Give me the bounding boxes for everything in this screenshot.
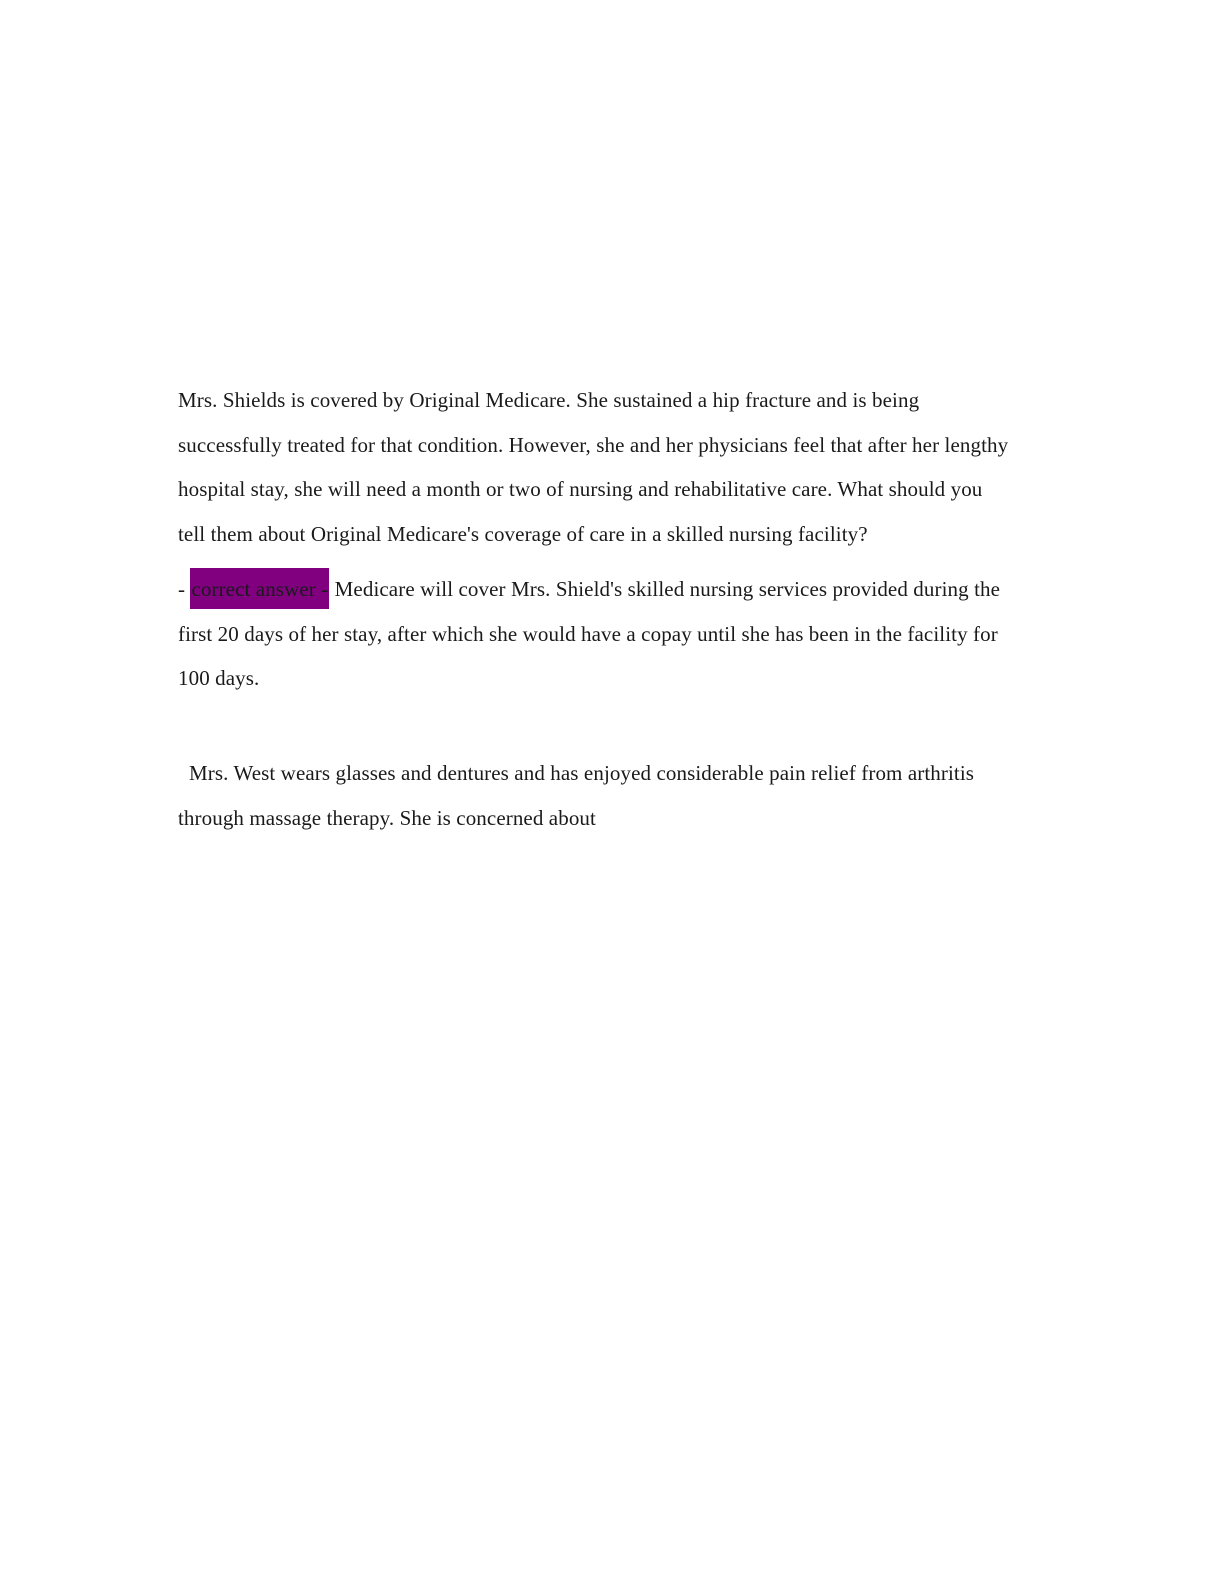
answer-line: 100 days. <box>178 666 260 691</box>
answer-line: first 20 days of her stay, after which she would have a copay until she has been in the facility for <box>178 621 998 646</box>
answer-shields <box>178 567 1048 701</box>
question-line: through massage therapy. She is concerned about <box>178 805 596 830</box>
question-line: successfully treated for that condition. However, she and her physicians feel that after her lengthy <box>178 432 1009 457</box>
question-line: Mrs. Shields is covered by Original Medicare. She sustained a hip fracture and is being <box>178 388 920 412</box>
question-line: tell them about Original Medicare's coverage of care in a skilled nursing facility? <box>178 522 868 547</box>
question-shields <box>178 378 1048 557</box>
answer-dash: - <box>178 577 191 601</box>
correct-answer-highlight: correct answer - <box>190 568 329 609</box>
answer-text: Medicare will cover Mrs. Shield's skilled nursing services provided during the <box>329 577 1001 601</box>
answer-line <box>178 567 1048 612</box>
question-line <box>178 751 1048 796</box>
question-line: hospital stay, she will need a month or two of nursing and rehabilitative care. What should you <box>178 477 983 502</box>
question-west <box>178 751 1048 840</box>
question-text: Mrs. West wears glasses and dentures and has enjoyed considerable pain relief from arthritis <box>189 761 975 785</box>
